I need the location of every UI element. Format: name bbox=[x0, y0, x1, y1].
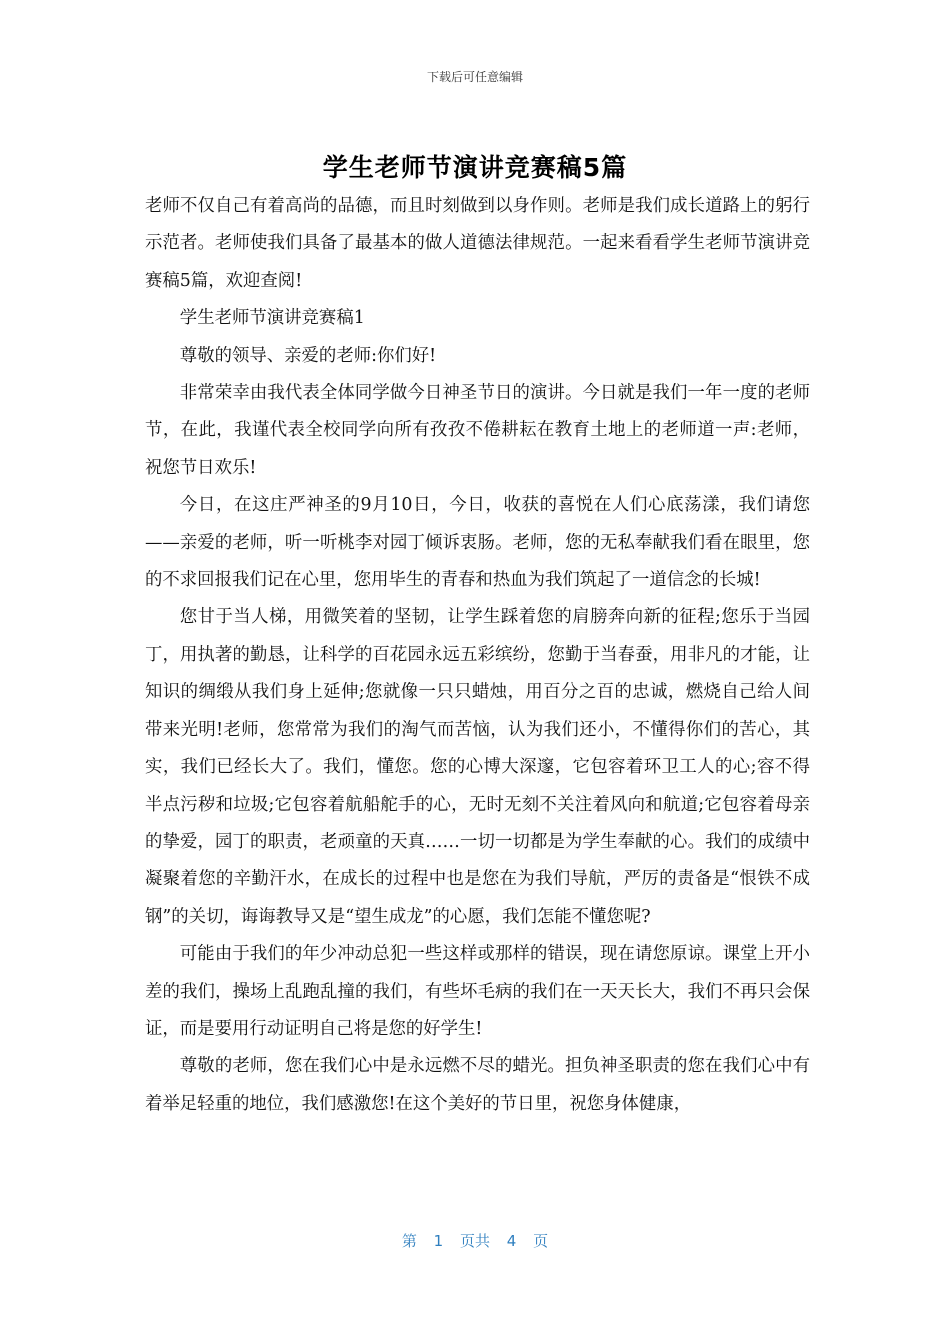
paragraph-body: 可能由于我们的年少冲动总犯一些这样或那样的错误，现在请您原谅。课堂上开小差的我们，操场上乱跑乱撞的我们，有些坏毛病的我们在一天天长大，我们不再只会保证，而是要用行动证明自己将是您的好学生! bbox=[145, 944, 810, 1039]
paragraph-intro: 老师不仅自己有着高尚的品德，而且时刻做到以身作则。老师是我们成长道路上的躬行示范者。老师使我们具备了最基本的做人道德法律规范。一起来看看学生老师节演讲竞赛稿5篇，欢迎查阅! bbox=[145, 196, 810, 291]
paragraph-greeting: 尊敬的领导、亲爱的老师:你们好! bbox=[179, 345, 437, 366]
header-note: 下载后可任意编辑 bbox=[426, 70, 523, 84]
paragraph-body: 尊敬的老师，您在我们心中是永远燃不尽的蜡光。担负神圣职责的您在我们心中有着举足轻重的地位，我们感激您!在这个美好的节日里，祝您身体健康， bbox=[145, 1056, 810, 1114]
footer-middle: 页共 bbox=[459, 1232, 490, 1250]
paragraph-subtitle: 学生老师节演讲竞赛稿1 bbox=[179, 308, 365, 329]
page-footer bbox=[0, 1230, 950, 1251]
footer-suffix: 页 bbox=[533, 1232, 549, 1250]
paragraph-body: 您甘于当人梯，用微笑着的坚韧，让学生踩着您的肩膀奔向新的征程;您乐于当园丁，用执著的勤恳，让科学的百花园永远五彩缤纷，您勤于当春蚕，用非凡的才能，让知识的绸缎从我们身上延伸;您就像一只只蜡烛，用百分之百的忠诚，燃烧自己给人间带来光明!老师，您常常为我们的淘气而苦恼，认为我们还小，不懂得你们的苦心，其实，我们已经长大了。我们，懂您。您的心博大深邃，它包容着环卫工人的心;容不得半点污秽和垃圾;它包容着航船舵手的心，无时无刻不关注着风向和航道;它包容着母亲的挚爱，园丁的职责，老顽童的天真……一切一切都是为学生奉献的心。我们的成绩中凝聚着您的辛勤汗水，在成长的过程中也是您在为我们导航，严厉的责备是“恨铁不成钢”的关切，诲诲教导又是“望生成龙”的心愿，我们怎能不懂您呢? bbox=[145, 607, 810, 927]
footer-total-pages: 4 bbox=[506, 1232, 517, 1250]
footer-prefix: 第 bbox=[401, 1232, 417, 1250]
footer-page-number: 1 bbox=[433, 1232, 444, 1250]
paragraph-body: 今日，在这庄严神圣的9月10日，今日，收获的喜悦在人们心底荡漾，我们请您——亲爱的老师，听一听桃李对园丁倾诉衷肠。老师，您的无私奉献我们看在眼里，您的不求回报我们记在心里，您用毕生的青春和热血为我们筑起了一道信念的长城! bbox=[145, 495, 810, 591]
document-title: 学生老师节演讲竞赛稿5篇 bbox=[322, 153, 628, 182]
paragraph-body: 非常荣幸由我代表全体同学做今日神圣节日的演讲。今日就是我们一年一度的老师节，在此，我谨代表全校同学向所有孜孜不倦耕耘在教育土地上的老师道一声:老师，祝您节日欢乐! bbox=[145, 383, 810, 478]
document-body bbox=[145, 188, 810, 1123]
